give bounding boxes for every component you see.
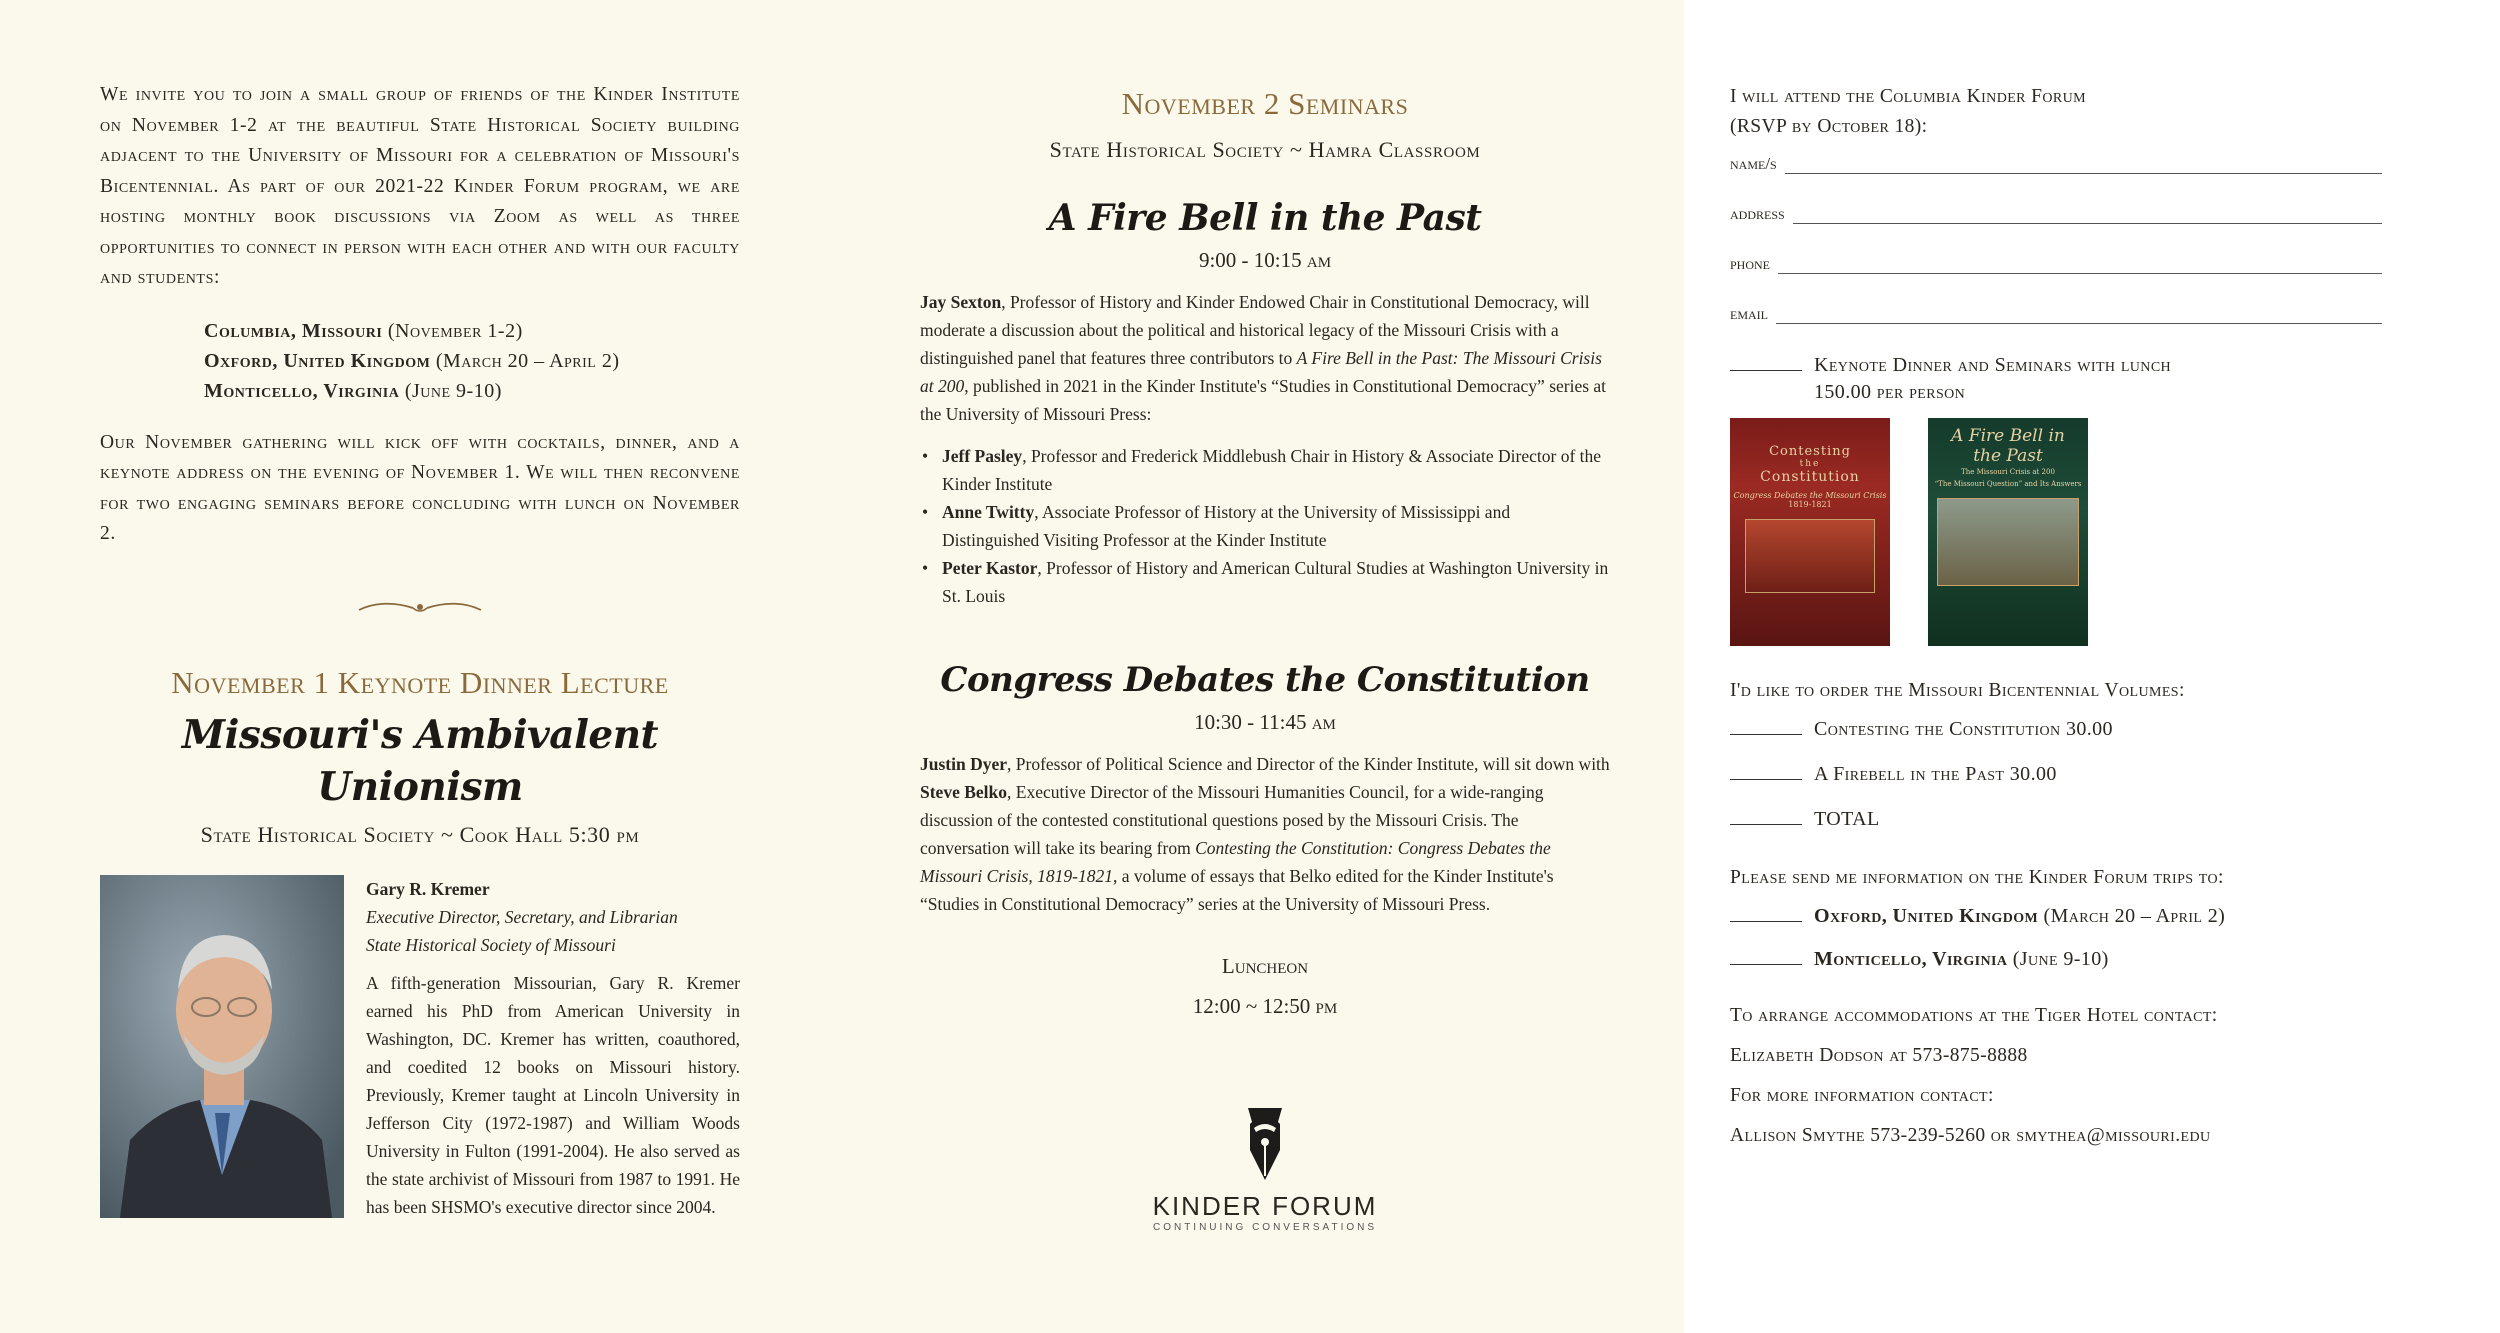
seminar-1-description: Jay Sexton, Professor of History and Kinder Endowed Chair in Constitutional Democracy, will moderate a discussion about the political and historical legacy of the Missouri Crisis with a distinguished panel that features three contributors to A Fire Bell in the Past: The Missouri Crisis at 200, published in 2021 in the Kinder Institute's “Studies in Constitutional Democracy” series at the University of Missouri Press: (920, 292, 1607, 424)
seminar-1-title: A Fire Bell in the Past (1048, 197, 1482, 239)
rsvp-line-1: I will attend the Columbia Kinder Forum (1730, 86, 2087, 107)
phone-field[interactable]: phone (1730, 254, 2382, 274)
intro-paragraph: We invite you to join a small group of friends of the Kinder Institute on November 1-2 at the beautiful State Historical Society building adjacent to the University of Missouri for a celebration of Missouri's Bicentennial. As part of our 2021-22 Kinder Forum program, we are hosting monthly book discussions via Zoom as well as three opportunities to connect in person with each other and with our faculty and students: (100, 84, 740, 288)
keynote-heading: November 1 Keynote Dinner Lecture (171, 664, 669, 700)
trip-monticello[interactable]: Monticello, Virginia (June 9-10) (1730, 948, 2382, 971)
keynote-title: Missouri's Ambivalent Unionism (181, 711, 659, 810)
seminars-venue: State Historical Society ~ Hamra Classroom (1049, 137, 1481, 162)
seminar-1-time: 9:00 - 10:15 am (1198, 248, 1332, 272)
panelist-item: • Anne Twitty, Associate Professor of History at the University of Mississippi and Distinguished Visiting Professor at the Kinder Institute (920, 498, 1610, 554)
luncheon-time: 12:00 ~ 12:50 pm (1192, 994, 1338, 1018)
panelist-list (920, 442, 1610, 610)
pen-nib-icon (1240, 1102, 1290, 1182)
panelist-item: • Peter Kastor, Professor of History and American Cultural Studies at Washington University in St. Louis (920, 554, 1610, 610)
keynote-option[interactable]: Keynote Dinner and Seminars with lunch (1730, 354, 2382, 377)
speaker-photo (100, 875, 344, 1218)
more-info-contact: Allison Smythe 573-239-5260 or smythea@missouri.edu (1730, 1125, 2211, 1146)
order-firebell[interactable]: A Firebell in the Past 30.00 (1730, 763, 2382, 786)
accommodation-text: To arrange accommodations at the Tiger Hotel contact: (1730, 1005, 2218, 1026)
november-paragraph: Our November gathering will kick off with cocktails, dinner, and a keynote address on the evening of November 1. We will then reconvene for two engaging seminars before concluding with lunch on November 2. (100, 431, 740, 544)
logo-name: KINDER FORUM (1152, 1191, 1378, 1221)
book-cover-firebell: A Fire Bell in the Past The Missouri Crisis at 200 “The Missouri Question” and Its Answers (1928, 418, 2088, 646)
speaker-role: Executive Director, Secretary, and Librarian (366, 906, 678, 927)
speaker-org: State Historical Society of Missouri (366, 934, 616, 955)
trip-oxford[interactable]: Oxford, United Kingdom (March 20 – April 2) (1730, 905, 2382, 928)
keynote-price: 150.00 per person (1814, 381, 1966, 403)
bio-text (366, 875, 740, 1221)
seminars-heading: November 2 Seminars (1121, 86, 1409, 121)
speaker-name: Gary R. Kremer (366, 878, 490, 899)
luncheon-label: Luncheon (1221, 954, 1309, 978)
trips-heading: Please send me information on the Kinder Forum trips to: (1730, 867, 2224, 888)
seminar-2-title: Congress Debates the Constitution (940, 660, 1590, 700)
location-item: Columbia, Missouri (November 1-2) (204, 319, 523, 342)
order-total[interactable]: TOTAL (1730, 808, 2382, 831)
book-covers (1730, 418, 2382, 658)
address-field[interactable]: address (1730, 204, 2382, 224)
keynote-venue: State Historical Society ~ Cook Hall 5:30 pm (200, 821, 640, 847)
order-contesting[interactable]: Contesting the Constitution 30.00 (1730, 718, 2382, 741)
book-cover-contesting: Contesting the Constitution Congress Debates the Missouri Crisis 1819-1821 (1730, 418, 1890, 646)
right-panel (1684, 0, 2500, 1333)
logo-tagline: CONTINUING CONVERSATIONS (1152, 1222, 1378, 1233)
email-field[interactable]: email (1730, 304, 2382, 324)
location-item: Monticello, Virginia (June 9-10) (204, 379, 502, 402)
order-heading: I'd like to order the Missouri Bicentennial Volumes: (1730, 680, 2185, 701)
rsvp-line-2: (RSVP by October 18): (1730, 116, 1928, 137)
speaker-bio (100, 875, 740, 1221)
left-panel (0, 0, 840, 1333)
accommodation-contact: Elizabeth Dodson at 573-875-8888 (1730, 1045, 2028, 1066)
more-info-text: For more information contact: (1730, 1085, 1994, 1106)
flourish-ornament (100, 598, 740, 623)
seminar-2-time: 10:30 - 11:45 am (1194, 710, 1336, 734)
kinder-forum-logo (920, 1102, 1610, 1233)
rsvp-form (1730, 154, 2382, 324)
panelist-item: • Jeff Pasley, Professor and Frederick Middlebush Chair in History & Associate Director of the Kinder Institute (920, 442, 1610, 498)
center-panel (840, 0, 1684, 1333)
location-item: Oxford, United Kingdom (March 20 – April 2) (204, 349, 620, 372)
book-illustration (1745, 519, 1875, 593)
seminar-2-description: Justin Dyer, Professor of Political Science and Director of the Kinder Institute, will sit down with Steve Belko, Executive Director of the Missouri Humanities Council, for a wide-ranging discussion of the contested constitutional questions posed by the Missouri Crisis. The conversation will take its bearing from Contesting the Constitution: Congress Debates the Missouri Crisis, 1819-1821, a volume of essays that Belko edited for the Kinder Institute's “Studies in Constitutional Democracy” series at the University of Missouri Press. (920, 754, 1610, 914)
bio-paragraph: A fifth-generation Missourian, Gary R. Kremer earned his PhD from American University in Washington, DC. Kremer has written, coauthored, and coedited 12 books on Missouri history. Previously, Kremer taught at Lincoln University in Jefferson City (1972-1987) and William Woods University in Fulton (1991-2004). He also served as the state archivist of Missouri from 1987 to 1991. He has been SHSMO's executive director since 2004. (366, 972, 740, 1217)
book-illustration (1937, 498, 2079, 586)
name-field[interactable]: name/s (1730, 154, 2382, 174)
location-list (204, 316, 740, 406)
